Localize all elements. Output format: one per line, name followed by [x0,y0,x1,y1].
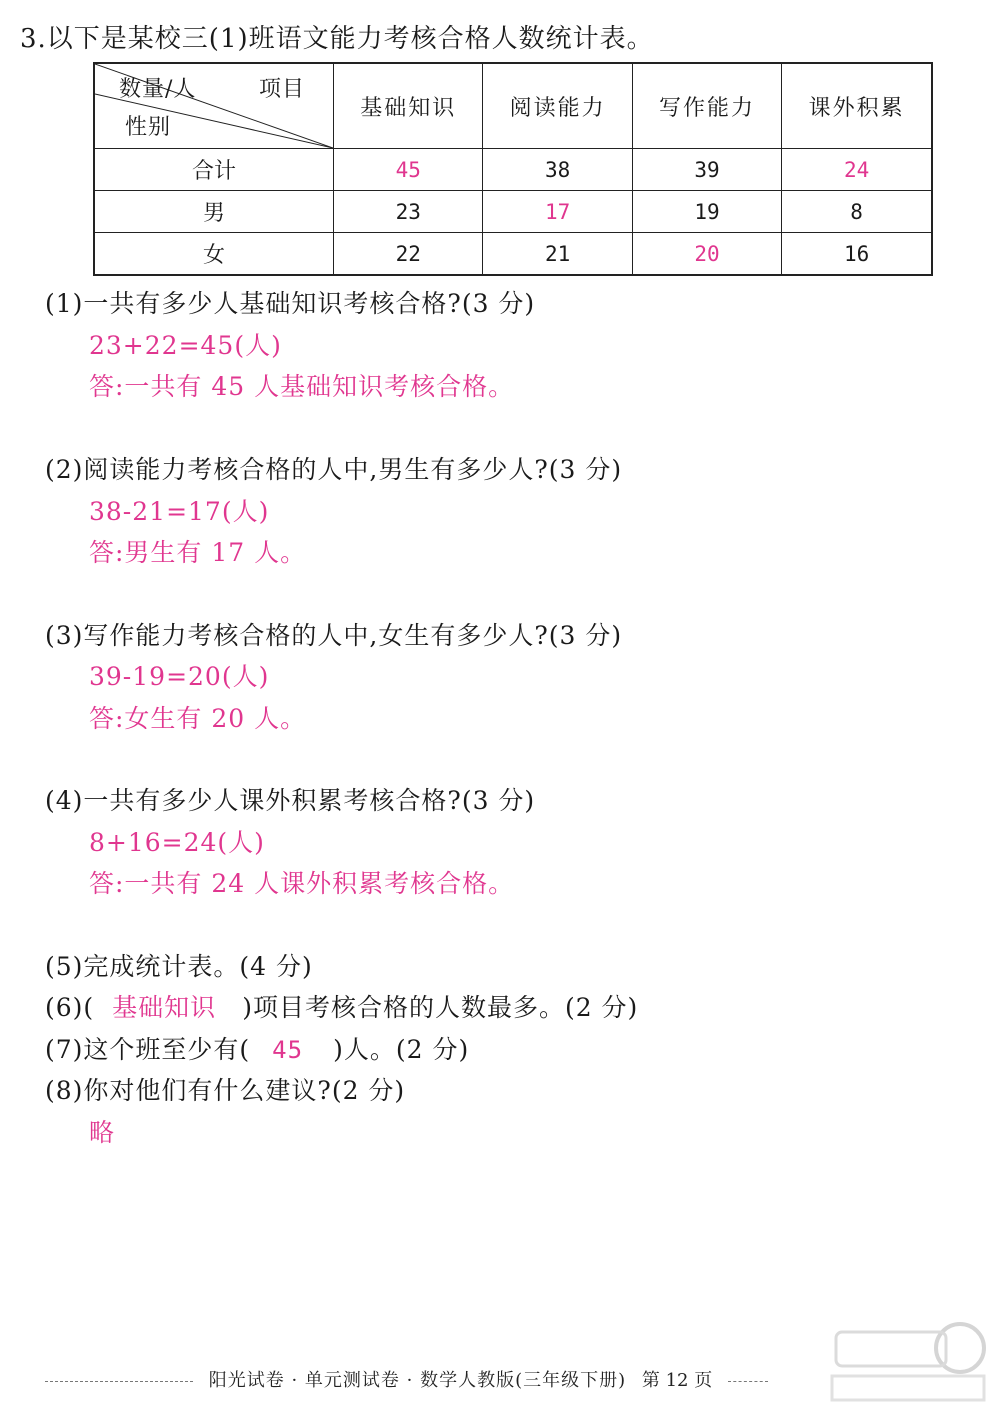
table-cell: 19 [632,191,781,233]
sub-question-7 [45,1030,469,1066]
sub-question-2-prompt: (2)阅读能力考核合格的人中,男生有多少人?(3 分) [45,455,623,484]
sub-question-7-prefix: (7)这个班至少有( [45,1035,251,1064]
table-cell: 21 [483,233,632,276]
sub-question-7-answer: 45 [272,1036,304,1064]
corner-gender-label: 性别 [125,115,172,140]
sub-question-6-suffix: )项目考核合格的人数最多。(2 分) [242,993,639,1022]
table-cell: 22 [334,233,483,276]
row-label: 男 [94,191,334,233]
table-cell: 16 [782,233,932,276]
row-label: 女 [94,233,334,276]
watermark-logo-icon [828,1318,988,1406]
sub-question-6 [45,988,638,1024]
page-footer [45,1366,960,1392]
question-title: 3.以下是某校三(1)班语文能力考核合格人数统计表。 [20,24,654,54]
footer-dotted-line-left [45,1381,193,1382]
column-header: 基础知识 [334,63,483,149]
sub-question-5-prompt: (5)完成统计表。(4 分) [45,952,313,981]
table-row-total [94,149,932,191]
table-cell: 24 [782,149,932,191]
table-cell: 39 [632,149,781,191]
table-header-row [94,63,932,149]
table-cell: 20 [632,233,781,276]
table-corner-cell [94,63,334,149]
sub-question-3-prompt: (3)写作能力考核合格的人中,女生有多少人?(3 分) [45,621,623,650]
sub-question-1-answer: 答:一共有 45 人基础知识考核合格。 [89,372,515,401]
sub-question-8-answer: 略 [89,1118,116,1147]
sub-question-8-prompt: (8)你对他们有什么建议?(2 分) [45,1076,406,1105]
table-cell: 45 [334,149,483,191]
table-cell: 23 [334,191,483,233]
statistics-table [93,62,933,276]
corner-item-label: 项目 [259,77,306,102]
sub-question-4-answer: 答:一共有 24 人课外积累考核合格。 [89,869,515,898]
sub-question-7-suffix: )人。(2 分) [333,1035,470,1064]
sub-question-1-prompt: (1)一共有多少人基础知识考核合格?(3 分) [45,289,536,318]
table-cell: 38 [483,149,632,191]
corner-quantity-label: 数量/人 [119,77,197,102]
sub-question-1-calc: 23+22=45(人) [89,331,282,360]
table-row-male [94,191,932,233]
sub-question-2-answer: 答:男生有 17 人。 [89,538,307,567]
sub-question-2-calc: 38-21=17(人) [89,497,270,526]
footer-page-number: 第 12 页 [641,1370,713,1391]
column-header: 写作能力 [632,63,781,149]
footer-title: 阳光试卷 · 单元测试卷 · 数学人教版(三年级下册) [208,1370,627,1391]
sub-question-6-prefix: (6)( [45,993,95,1022]
row-label: 合计 [94,149,334,191]
table-cell: 8 [782,191,932,233]
sub-question-3-calc: 39-19=20(人) [89,662,270,691]
sub-question-3-answer: 答:女生有 20 人。 [89,704,307,733]
sub-question-4-prompt: (4)一共有多少人课外积累考核合格?(3 分) [45,786,536,815]
sub-question-6-answer: 基础知识 [112,993,217,1022]
table-cell: 17 [483,191,632,233]
sub-question-4-calc: 8+16=24(人) [89,828,265,857]
table-row-female [94,233,932,276]
footer-dotted-line-right [728,1381,768,1382]
column-header: 阅读能力 [483,63,632,149]
column-header: 课外积累 [782,63,932,149]
